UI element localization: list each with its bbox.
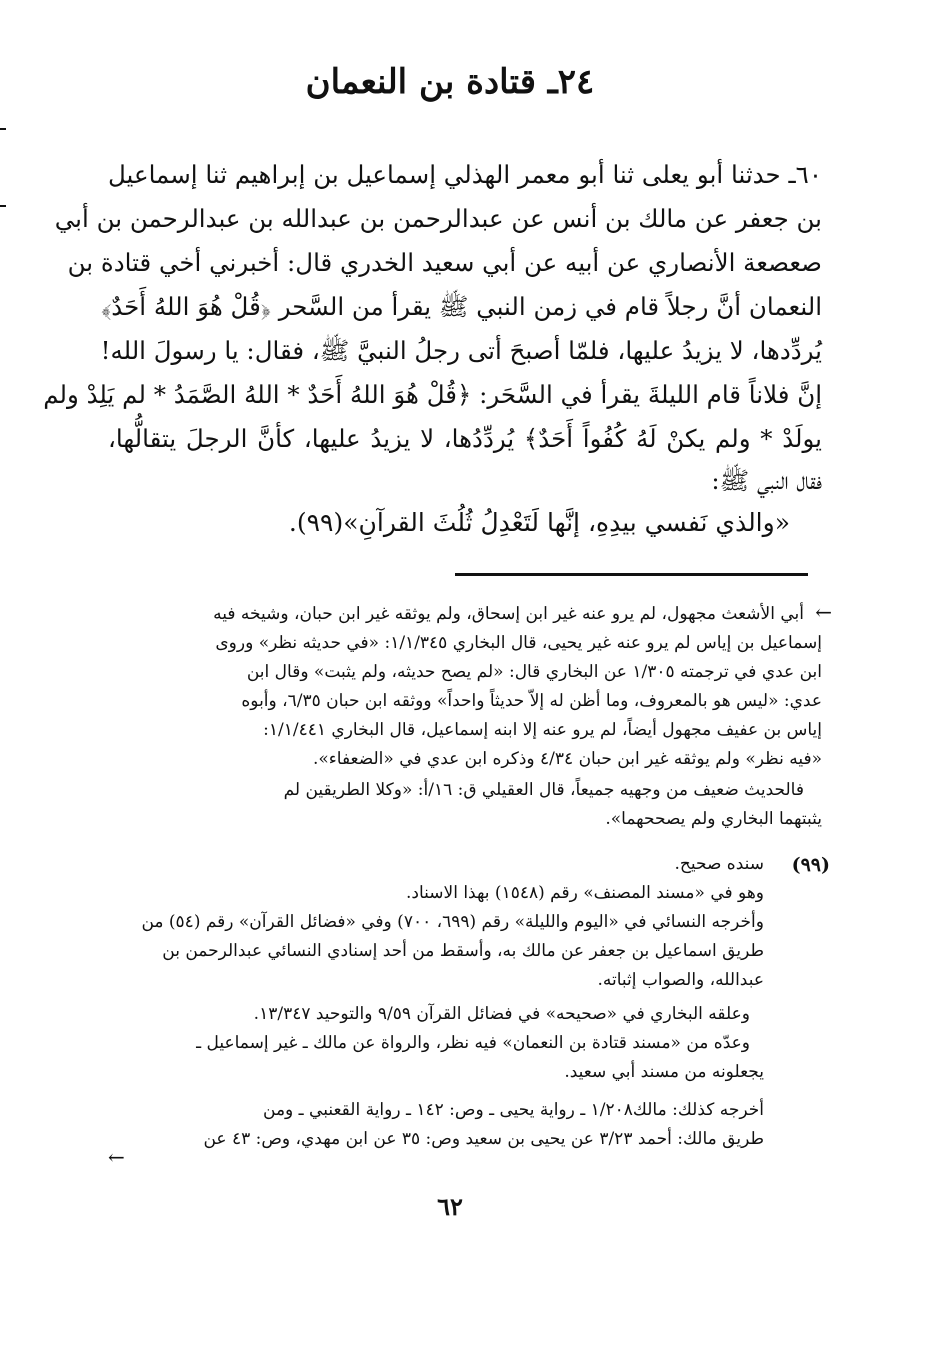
footnote-line: أخرجه كذلك: مالك١/٢٠٨ ـ رواية يحيى ـ وص: ١٤٢ ـ رواية القعنبي ـ ومن: [263, 1100, 764, 1120]
footnote-line: يجعلونه من مسند أبي سعيد.: [564, 1062, 764, 1082]
hadith-line: بن جعفر عن مالك بن أنس عن عبدالرحمن بن عبدالله بن عبدالرحمن بن أبي: [54, 204, 822, 233]
footnote-line: «فيه نظر» ولم يوثقه غير ابن حبان ٤/٣٤ وذكره ابن عدي في «الضعفاء».: [312, 749, 822, 769]
continued-from-arrow-icon: ←: [815, 600, 832, 624]
prophet-quote: «والذي نَفسي بيدِهِ، إنَّها لَتَعْدِلُ ثُلُثَ القرآنِ»(٩٩).: [288, 508, 790, 537]
footnote-line: طريق مالك: أحمد ٣/٢٣ عن يحيى بن سعيد وص: ٣٥ عن ابن مهدي، وص: ٤٣ عن: [203, 1129, 764, 1149]
footnote-line: يثبتهما البخاري ولم يصححهما».: [605, 809, 822, 829]
hadith-line: ٦٠ـ حدثنا أبو يعلى ثنا أبو معمر الهذلي إسماعيل بن إبراهيم ثنا إسماعيل: [108, 160, 822, 189]
margin-mark: [0, 128, 6, 130]
hadith-line: صعصعة الأنصاري عن أبيه عن أبي سعيد الخدري قال: أخبرني أخي قتادة بن: [67, 248, 822, 277]
footnote-line: وعلقه البخاري في «صحيحه» في فضائل القرآن ٩/٥٩ والتوحيد ١٣/٣٤٧.: [253, 1004, 750, 1024]
footnote-separator: [455, 573, 808, 576]
footnote-line: عدي: «ليس هو بالمعروف، وما أظن له إلاّ حديثاً واحداً» ووثقه ابن حبان ٦/٣٥، وأبوه: [241, 691, 822, 711]
footnote-line: عبدالله، والصواب إثباته.: [597, 970, 764, 990]
footnote-line: أبي الأشعث مجهول، لم يرو عنه غير ابن إسحاق، ولم يوثقه غير ابن حبان، وشيخه فيه: [213, 604, 804, 624]
hadith-line: فقال النبي ﷺ:: [711, 466, 822, 495]
margin-mark: [0, 205, 6, 207]
footnote-line: وعدّه من «مسند قتادة بن النعمان» فيه نظر، والرواة عن مالك ـ غير إسماعيل ـ: [196, 1033, 750, 1053]
footnote-number: (٩٩): [791, 854, 830, 876]
continues-arrow-icon: ←: [108, 1145, 125, 1169]
footnote-line: سنده صحيح.: [674, 854, 764, 874]
footnote-line: طريق اسماعيل بن جعفر عن مالك به، وأسقط من أحد إسنادي النسائي عبدالرحمن بن: [162, 941, 764, 961]
footnote-line: وهو في «مسند المصنف» رقم (١٥٤٨) بهذا الاسناد.: [405, 883, 764, 903]
hadith-line: النعمان أنَّ رجلاً قام في زمن النبي ﷺ يقرأ من السَّحر ﴿قُلْ هُوَ اللهُ أَحَدٌ﴾: [101, 292, 822, 321]
hadith-line: يولَدْ * ولم يكنْ لَهُ كُفُواً أَحَدٌ﴾ يُردِّدُها، لا يزيدُ عليها، كأنَّ الرجلَ يتقالُّها،: [108, 424, 822, 453]
hadith-line: يُردِّدها، لا يزيدُ عليها، فلمّا أصبحَ أتى رجلُ النبيَّ ﷺ، فقال: يا رسولَ الله!: [100, 336, 822, 365]
footnote-line: وأخرجه النسائي في «اليوم والليلة» رقم (٦٩٩، ٧٠٠) وفي «فضائل القرآن» رقم (٥٤) من: [141, 912, 764, 932]
footnote-line: إياس بن عفيف مجهول أيضاً، لم يرو عنه إلا ابنه إسماعيل، قال البخاري ١/١/٤٤١:: [263, 720, 822, 740]
page-number: ٦٢: [437, 1192, 463, 1221]
footnote-line: ابن عدي في ترجمته ١/٣٠٥ عن البخاري قال: «لم يصح حديثه، ولم يثبت» وقال ابن: [246, 662, 822, 682]
chapter-title: ٢٤ـ قتادة بن النعمان: [305, 62, 595, 102]
footnote-line: فالحديث ضعيف من وجهيه جميعاً، قال العقيلي ق: ١٦/أ: «وكلا الطريقين لم: [283, 780, 804, 800]
hadith-line: إنَّ فلاناً قام الليلةَ يقرأ في السَّحَر: ﴿قُلْ هُوَ اللهُ أَحَدٌ * اللهُ الصَّمَدُ * لم يَلِدْ ولم: [43, 380, 822, 409]
footnote-line: إسماعيل بن إياس لم يرو عنه غير يحيى، قال البخاري ١/١/٣٤٥: «في حديثه نظر» وروى: [215, 633, 822, 653]
